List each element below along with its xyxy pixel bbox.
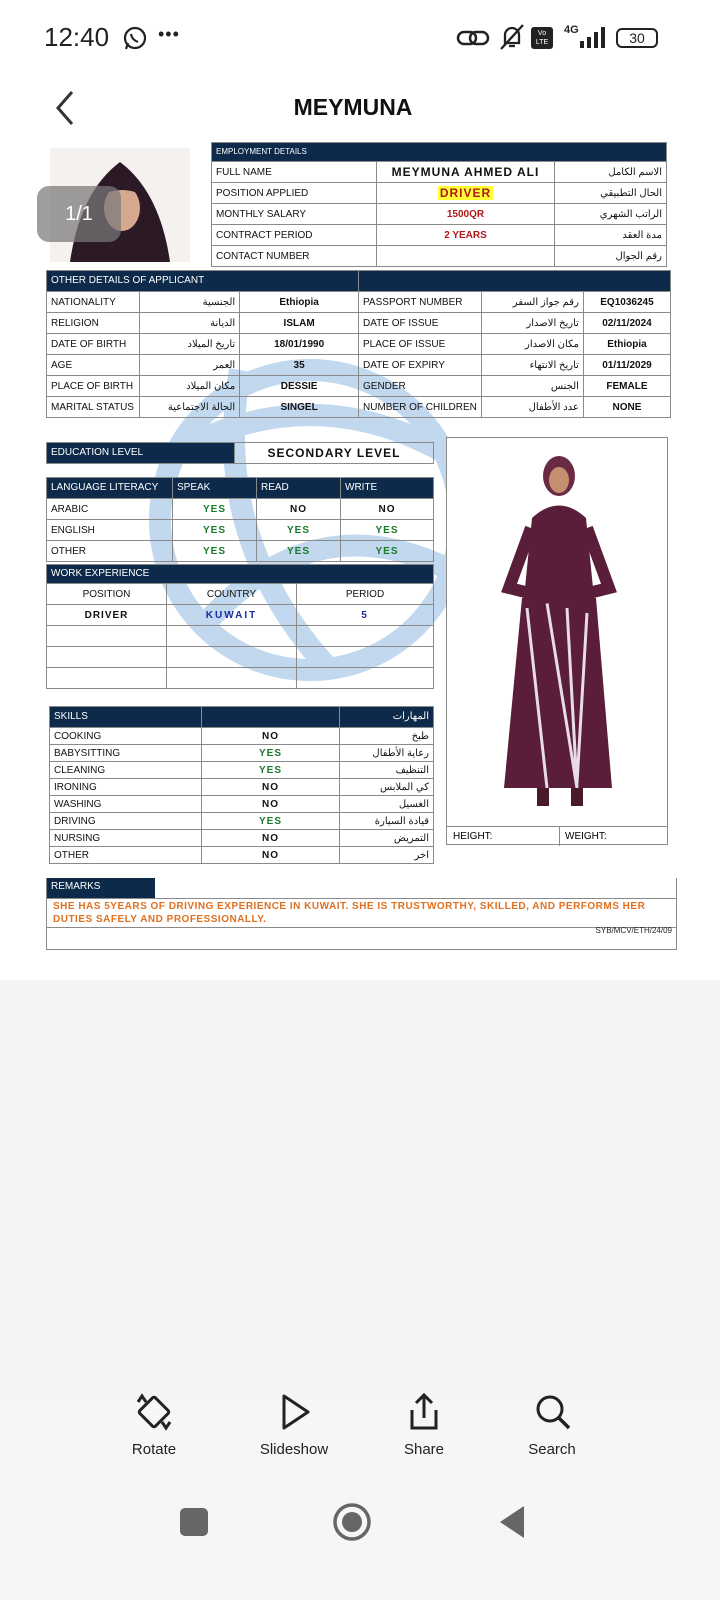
skill-row: CLEANING YES التنظيف [50,762,434,779]
search-button[interactable] [502,1390,602,1458]
status-more: ••• [158,24,180,44]
share-icon [402,1390,446,1434]
weight-label: WEIGHT: [565,831,607,842]
slideshow-label: Slideshow [259,1441,329,1458]
remarks-text: SHE HAS 5YEARS OF DRIVING EXPERIENCE IN KUWAIT. SHE IS TRUSTWORTHY, SKILLED, AND PERFORMS HER DUTIES SAFELY AND PROFESSIONALLY. [47,898,676,928]
language-row: OTHER YES YES YES [47,541,434,562]
employment-row: POSITION APPLIED DRIVER الحال التطبيقي [212,183,667,204]
search-label: Search [528,1441,576,1458]
language-table: LANGUAGE LITERACY SPEAK READ WRITE ARABIC YES NO NO ENGLISH YES YES YES OTHER YES YES YES [46,477,434,562]
share-label: Share [403,1441,445,1458]
rotate-label: Rotate [131,1441,177,1458]
nav-back-button[interactable] [496,1504,528,1540]
skills-header: SKILLS [50,707,202,728]
skill-row: BABYSITTING YES رعاية الأطفال [50,745,434,762]
details-row: NATIONALITY الجنسية Ethiopia PASSPORT NUMBER رقم جواز السفر EQ1036245 [47,292,671,313]
home-button[interactable] [332,1502,372,1542]
employment-row: FULL NAME MEYMUNA AHMED ALI الاسم الكامل [212,162,667,183]
details-row: AGE العمر 35 DATE OF EXPIRY تاريخ الانتهاء 01/11/2029 [47,355,671,376]
education-label: EDUCATION LEVEL [47,443,235,464]
volte-badge: Vo LTE [531,27,553,49]
details-row: RELIGION الديانة ISLAM DATE OF ISSUE تاريخ الاصدار 02/11/2024 [47,313,671,334]
education-table [46,442,434,464]
employment-row: MONTHLY SALARY 1500QR الراتب الشهري [212,204,667,225]
share-button[interactable] [374,1390,474,1458]
skill-row: DRIVING YES قيادة السيارة [50,813,434,830]
status-bar [0,0,720,78]
battery-icon: 30 [616,28,658,48]
language-row: ARABIC YES NO NO [47,499,434,520]
signal-icon [562,26,608,50]
work-experience-table: WORK EXPERIENCE POSITION COUNTRY PERIOD DRIVER KUWAIT 5 [46,564,434,689]
page-counter: 1/1 [37,186,121,242]
remarks-header: REMARKS [47,878,155,898]
details-row: DATE OF BIRTH تاريخ الميلاد 18/01/1990 PLACE OF ISSUE مكان الاصدار Ethiopia [47,334,671,355]
applicant-photo-full [447,438,667,826]
rotate-icon [132,1390,176,1434]
education-value: SECONDARY LEVEL [235,443,434,464]
skills-table: SKILLS المهارات COOKING NO طبخ BABYSITTING YES رعاية الأطفال CLEANING YES التنظيف IRONING NO كي الملابس WASHING NO الغسيل DRIVING YES قيادة السيارة NURSING NO التمريض OTHER NO اخر [49,706,434,864]
height-label: HEIGHT: [453,831,493,842]
other-details-header: OTHER DETAILS OF APPLICANT [47,271,359,292]
details-row: PLACE OF BIRTH مكان الميلاد DESSIE GENDER الجنس FEMALE [47,376,671,397]
position-value: DRIVER [439,186,492,200]
employment-row: CONTRACT PERIOD 2 YEARS مدة العقد [212,225,667,246]
skill-row: NURSING NO التمريض [50,830,434,847]
recent-apps-button[interactable] [180,1508,208,1536]
link-icon [456,24,490,52]
other-details-table [46,270,671,418]
rotate-button[interactable] [104,1390,204,1458]
skill-row: WASHING NO الغسيل [50,796,434,813]
remarks-box [46,878,677,950]
viewer-background [0,980,720,1400]
work-row: DRIVER KUWAIT 5 [47,605,434,626]
search-icon [530,1390,574,1434]
employment-table [211,142,667,267]
details-row: MARITAL STATUS الحالة الاجتماعية SINGEL NUMBER OF CHILDREN عدد الأطفال NONE [47,397,671,418]
skill-row: IRONING NO كي الملابس [50,779,434,796]
slideshow-button[interactable] [244,1390,344,1458]
document-image[interactable] [0,140,720,980]
employment-header: EMPLOYMENT DETAILS [212,143,667,162]
employment-row: CONTACT NUMBER رقم الجوال [212,246,667,267]
whatsapp-icon [122,25,148,51]
language-row: ENGLISH YES YES YES [47,520,434,541]
play-icon [272,1390,316,1434]
skill-row: COOKING NO طبخ [50,728,434,745]
status-time: 12:40 [44,22,110,52]
network-type: 4G [564,24,579,36]
full-body-photo-frame [446,437,668,845]
work-header: WORK EXPERIENCE [47,565,434,584]
page-title: MEYMUNA [293,94,413,120]
reference-code: SYB/MCV/ETH/24/09 [595,926,672,935]
skill-row: OTHER NO اخر [50,847,434,864]
mute-bell-icon [497,22,527,52]
